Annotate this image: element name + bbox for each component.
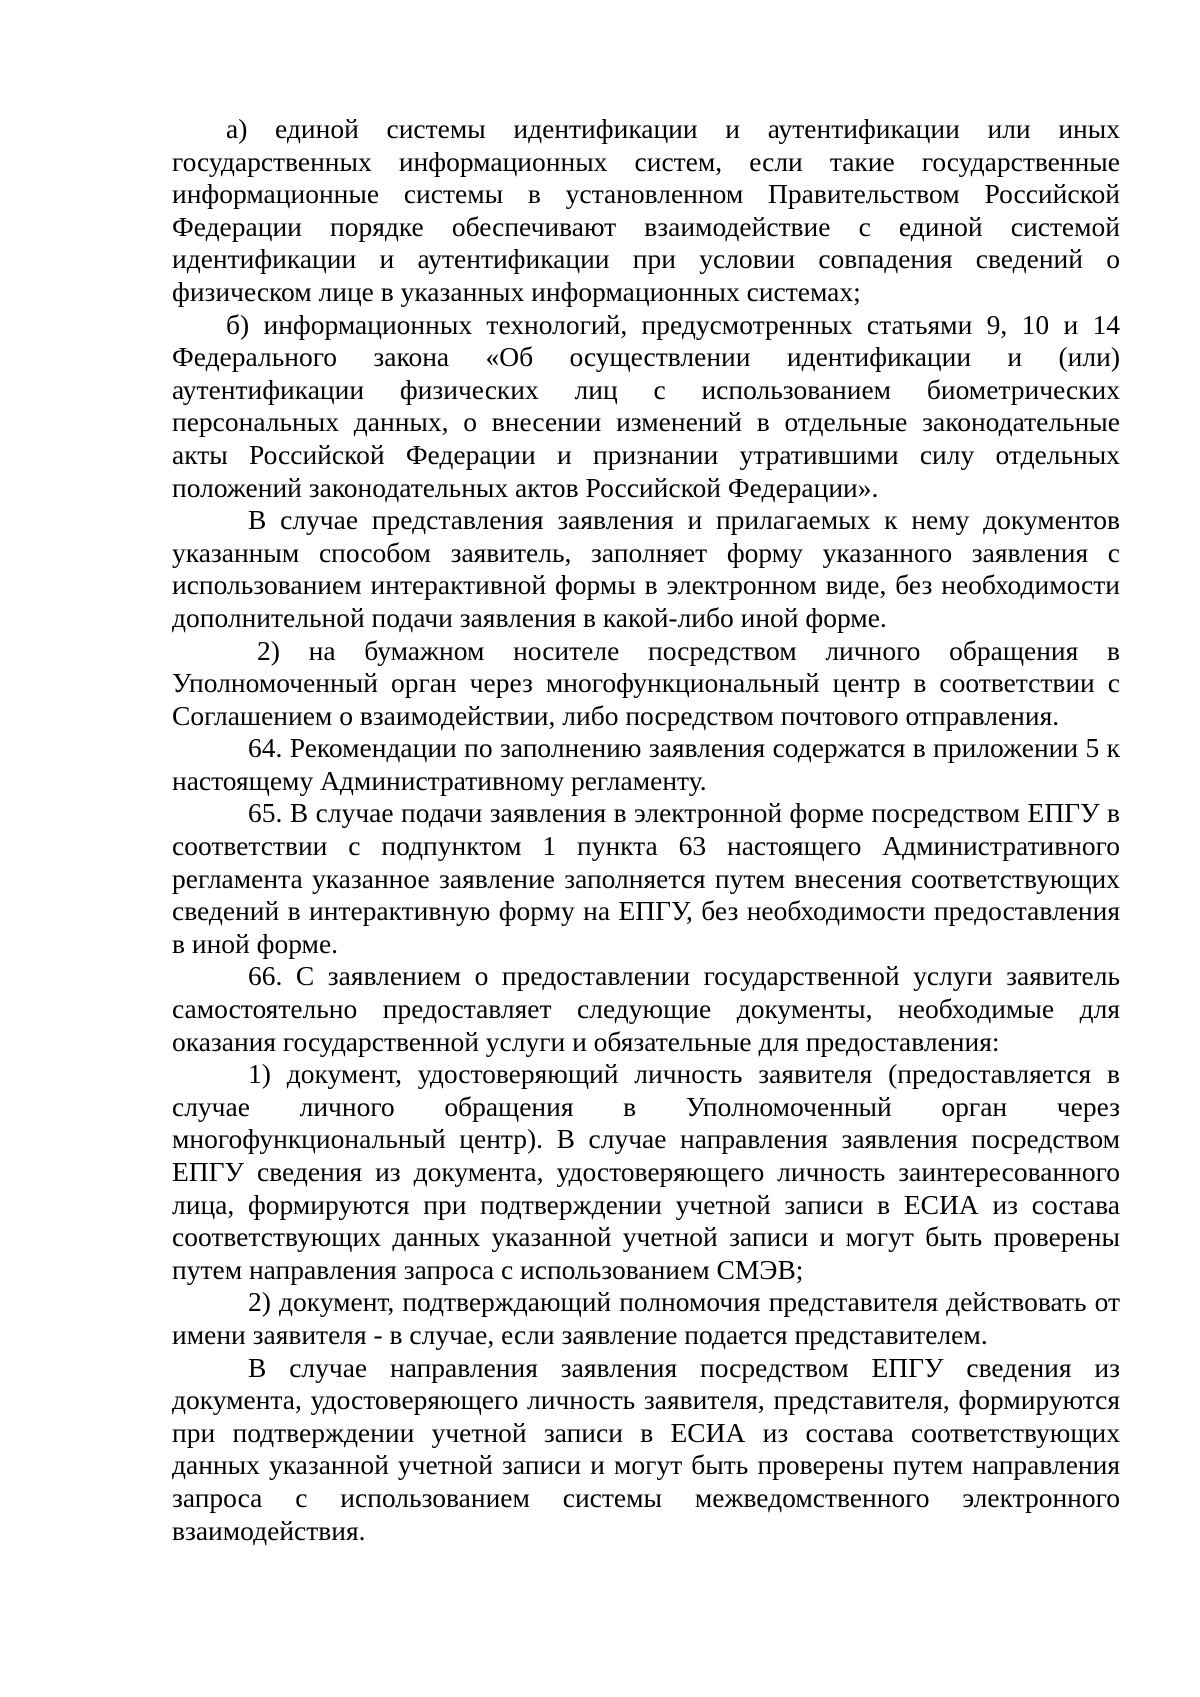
paragraph-item-66: 66. С заявлением о предоставлении государственной услуги заявитель самостоятельно предоставляет следующие документы, необходимые для оказания государственной услуги и обязательные для предоставления:: [172, 960, 1120, 1057]
paragraph-subitem-a: а) единой системы идентификации и аутентификации или иных государственных информационных систем, если такие государственные информационные системы в установленном Правительством Российской Федерации порядке обеспечивают взаимодействие с единой системой идентификации и аутентификации при условии совпадения сведений о физическом лице в указанных информационных системах;: [172, 113, 1120, 307]
paragraph-item-65: 65. В случае подачи заявления в электронной форме посредством ЕПГУ в соответствии с подпунктом 1 пункта 63 настоящего Административного регламента указанное заявление заполняется путем внесения соответствующих сведений в интерактивную форму на ЕПГУ, без необходимости предоставления в иной форме.: [172, 797, 1120, 959]
document-body: [172, 113, 1120, 1547]
paragraph-electronic-submission-note: В случае представления заявления и прилагаемых к нему документов указанным способом заявитель, заполняет форму указанного заявления с использованием интерактивной формы в электронном виде, без необходимости дополнительной подачи заявления в какой-либо иной форме.: [172, 504, 1120, 633]
paragraph-item-66-1: 1) документ, удостоверяющий личность заявителя (предоставляется в случае личного обращения в Уполномоченный орган через многофункциональный центр). В случае направления заявления посредством ЕПГУ сведения из документа, удостоверяющего личность заинтересованного лица, формируются при подтверждении учетной записи в ЕСИА из состава соответствующих данных указанной учетной записи и могут быть проверены путем направления запроса с использованием СМЭВ;: [172, 1058, 1120, 1285]
paragraph-subitem-b: б) информационных технологий, предусмотренных статьями 9, 10 и 14 Федерального закона «Об осуществлении идентификации и (или) аутентификации физических лиц с использованием биометрических персональных данных, о внесении изменений в отдельные законодательные акты Российской Федерации и признании утратившими силу отдельных положений законодательных актов Российской Федерации».: [172, 308, 1120, 503]
paragraph-item-66-2: 2) документ, подтверждающий полномочия представителя действовать от имени заявителя - в случае, если заявление подается представителем.: [172, 1286, 1120, 1350]
paragraph-esia-note: В случае направления заявления посредством ЕПГУ сведения из документа, удостоверяющего личность заявителя, представителя, формируются при подтверждении учетной записи в ЕСИА из состава соответствующих данных указанной учетной записи и могут быть проверены путем направления запроса с использованием системы межведомственного электронного взаимодействия.: [172, 1351, 1120, 1546]
paragraph-paper-submission: 2) на бумажном носителе посредством личного обращения в Уполномоченный орган через многофункциональный центр в соответствии с Соглашением о взаимодействии, либо посредством почтового отправления.: [172, 634, 1120, 731]
paragraph-item-64: 64. Рекомендации по заполнению заявления содержатся в приложении 5 к настоящему Административному регламенту.: [172, 732, 1120, 796]
